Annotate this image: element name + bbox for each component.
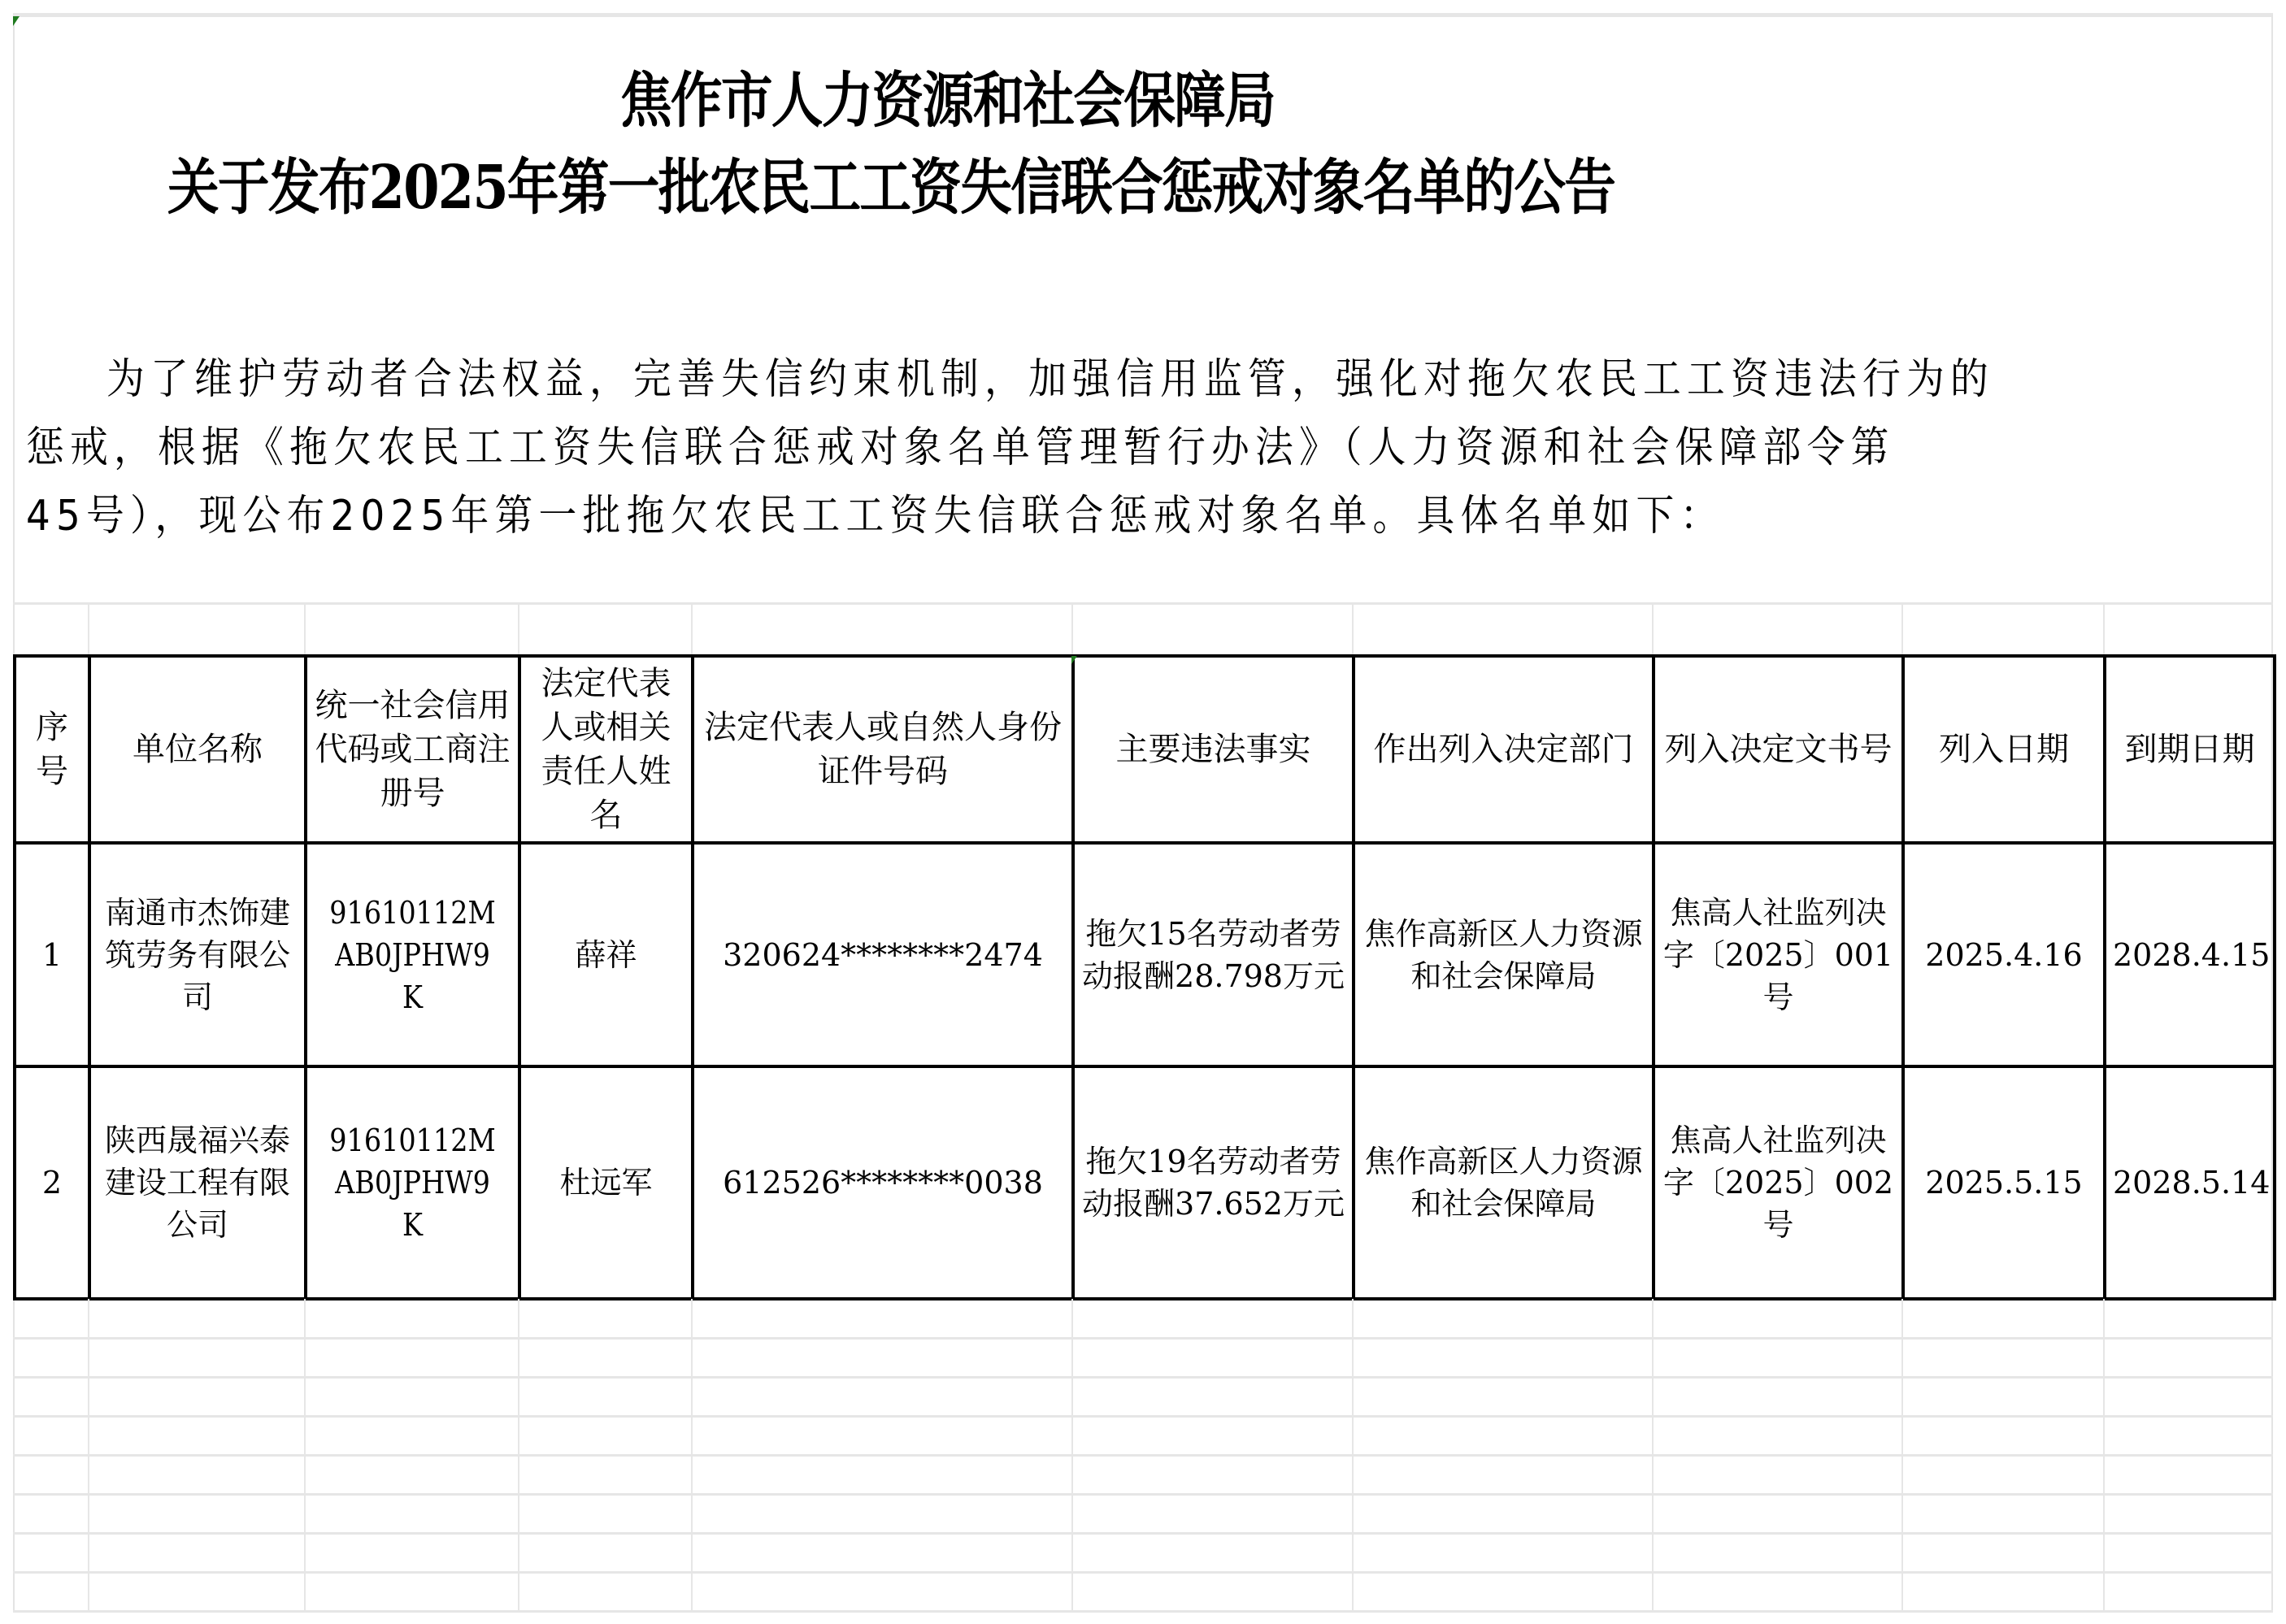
cell-credit-code[interactable] <box>306 1066 519 1299</box>
gridline <box>1071 1299 1073 1613</box>
gridline <box>2103 1299 2105 1613</box>
header-index[interactable]: 序号 <box>15 656 89 843</box>
intro-line-3: 45号），现公布2025年第一批拖欠农民工工资失信联合惩戒对象名单。具体名单如下： <box>26 492 1724 541</box>
intro-line-2: 惩戒，根据《拖欠农民工工资失信联合惩戒对象名单管理暂行办法》（人力资源和社会保障部令第 <box>26 423 1895 472</box>
issuing-authority-title: 焦作市人力资源和社会保障局 <box>620 66 1275 136</box>
cell-comment-marker-icon <box>1071 656 1077 664</box>
gridline <box>88 605 89 655</box>
intro-paragraph <box>26 345 2031 550</box>
header-department[interactable]: 作出列入决定部门 <box>1354 656 1654 843</box>
header-credit-code[interactable]: 统一社会信用代码或工商注册号 <box>306 656 519 843</box>
gridline <box>518 1299 519 1613</box>
table-header-row <box>15 656 2275 843</box>
gridline <box>1071 605 1073 655</box>
header-representative[interactable]: 法定代表人或相关责任人姓名 <box>519 656 693 843</box>
cell-company[interactable]: 陕西晟福兴泰建设工程有限公司 <box>89 1066 306 1299</box>
cell-id-number[interactable]: 612526********0038 <box>693 1066 1073 1299</box>
cell-index[interactable]: 2 <box>15 1066 89 1299</box>
gridline <box>691 1299 693 1613</box>
gridline <box>13 1376 2273 1379</box>
table-row <box>15 1066 2275 1299</box>
gridline <box>1652 1299 1654 1613</box>
gridline <box>1901 605 1903 655</box>
cell-department[interactable]: 焦作高新区人力资源和社会保障局 <box>1354 843 1654 1066</box>
gridline <box>1352 1299 1354 1613</box>
gridline <box>13 1493 2273 1496</box>
header-company[interactable]: 单位名称 <box>89 656 306 843</box>
cell-document-no[interactable]: 焦高人社监列决字〔2025〕001号 <box>1654 843 1903 1066</box>
table-row <box>15 843 2275 1066</box>
cell-company[interactable]: 南通市杰饰建筑劳务有限公司 <box>89 843 306 1066</box>
gridline <box>1352 605 1354 655</box>
gridline <box>304 605 306 655</box>
cell-expiry-date[interactable]: 2028.4.15 <box>2105 843 2275 1066</box>
gridline <box>1652 605 1654 655</box>
announcement-title: 关于发布2025年第一批农民工工资失信联合惩戒对象名单的公告 <box>167 153 1615 223</box>
cell-expiry-date[interactable]: 2028.5.14 <box>2105 1066 2275 1299</box>
cell-representative[interactable]: 薛祥 <box>519 843 693 1066</box>
cell-index[interactable]: 1 <box>15 843 89 1066</box>
gridline <box>691 605 693 655</box>
gridline <box>13 1337 2273 1340</box>
gridline <box>13 602 2273 605</box>
gridline <box>518 605 519 655</box>
cell-credit-code[interactable] <box>306 843 519 1066</box>
cell-department[interactable]: 焦作高新区人力资源和社会保障局 <box>1354 1066 1654 1299</box>
cell-document-no[interactable]: 焦高人社监列决字〔2025〕002号 <box>1654 1066 1903 1299</box>
gridline <box>13 1532 2273 1535</box>
gridline <box>1901 1299 1903 1613</box>
intro-line-1: 为了维护劳动者合法权益，完善失信约束机制，加强信用监管，强化对拖欠农民工工资违法行为的 <box>106 355 1995 404</box>
gridline <box>88 1299 89 1613</box>
credit-code-text: 91610112MAB0JPHW9K <box>329 894 496 1015</box>
header-violation[interactable]: 主要违法事实 <box>1073 656 1354 843</box>
blacklist-table <box>13 654 2276 1301</box>
cell-listed-date[interactable]: 2025.4.16 <box>1903 843 2105 1066</box>
cell-violation[interactable]: 拖欠15名劳动者劳动报酬28.798万元 <box>1073 843 1354 1066</box>
cell-violation[interactable]: 拖欠19名劳动者劳动报酬37.652万元 <box>1073 1066 1354 1299</box>
header-id-number[interactable]: 法定代表人或自然人身份证件号码 <box>693 656 1073 843</box>
header-listed-date[interactable]: 列入日期 <box>1903 656 2105 843</box>
cell-id-number[interactable]: 320624********2474 <box>693 843 1073 1066</box>
cell-representative[interactable]: 杜远军 <box>519 1066 693 1299</box>
gridline <box>13 1454 2273 1457</box>
credit-code-text: 91610112MAB0JPHW9K <box>329 1122 496 1243</box>
cell-listed-date[interactable]: 2025.5.15 <box>1903 1066 2105 1299</box>
gridline <box>304 1299 306 1613</box>
gridline <box>13 1571 2273 1574</box>
header-document-no[interactable]: 列入决定文书号 <box>1654 656 1903 843</box>
gridline <box>2103 605 2105 655</box>
header-expiry-date[interactable]: 到期日期 <box>2105 656 2275 843</box>
gridline <box>13 1415 2273 1418</box>
gridline <box>13 1610 2273 1613</box>
